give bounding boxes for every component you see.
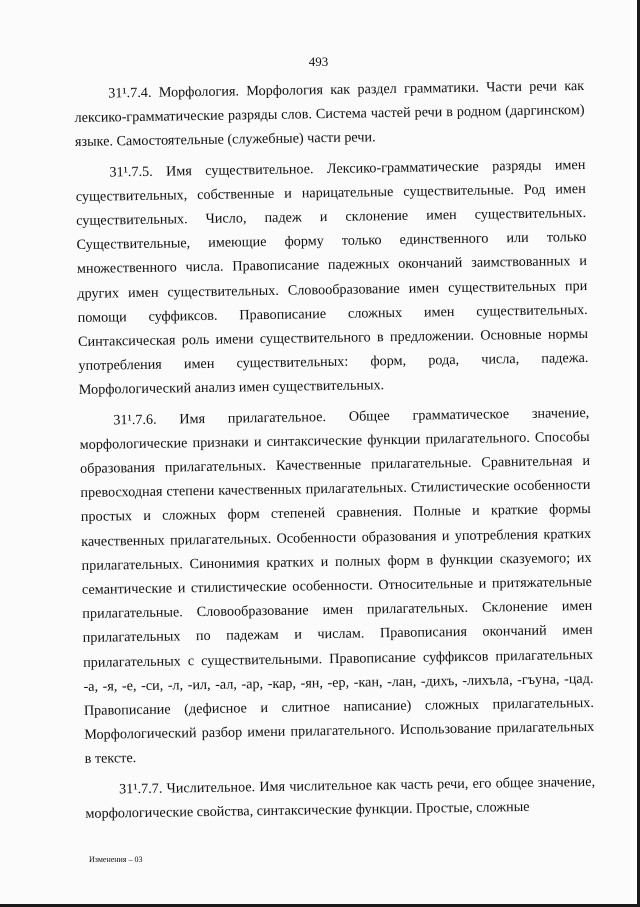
revision-footer: Изменения – 03 — [89, 855, 143, 864]
paragraph-morphology: 31¹.7.4. Морфология. Морфология как раздел грамматики. Части речи как лексико-грамматические разряды слов. Система частей речи в родном (даргинском) языке. Самостоятельные (служебные) части речи. — [74, 77, 585, 151]
paragraph-adjective: 31¹.7.6. Имя прилагательное. Общее грамматическое значение, морфологические признаки и синтаксические функции прилагательного. Способы образования прилагательных. Качественные прилагательные. Сравнительная и превосходная степени качественных прилагательных. Стилистические особенности простых и сложных форм степеней сравнения. Полные и краткие формы качественных прилагательных. Особенности образования и употребления кратких прилагательных. Синонимия кратких и полных форм в функции сказуемого; их семантические и стилистические особенности. Относительные и притяжательные прилагательные. Словообразование имен прилагательных. Склонение имен прилагательных по падежам и числам. Правописания окончаний имен прилагательных с существительными. Правописание суффиксов прилагательных -а, -я, -е, -си, -л, -ил, -ал, -ар, -кар, -ян, -ер, -кан, -лан, -дихъ, -лихъла, -гъуна, -цад. Правописание (дефисное и слитное написание) сложных прилагательных. Морфологический разбор имени прилагательного. Использование прилагательных в тексте. — [79, 404, 595, 768]
page-content — [74, 74, 596, 832]
paragraph-numeral: 31¹.7.7. Числительное. Имя числительное как часть речи, его общее значение, морфологические свойства, синтаксические функции. Простые, сложные — [85, 773, 596, 822]
page-number: 493 — [308, 54, 329, 69]
paragraph-noun: 31¹.7.5. Имя существительное. Лексико-грамматические разряды имен существительных, собственные и нарицательные существительные. Род имен существительных. Число, падеж и склонение имен существительных. Существительные, имеющие форму только единственного или только множественного числа. Правописание падежных окончаний заимствованных и других имен существительных. Словообразование имен существительных при помощи суффиксов. Правописание сложных имен существительных. Синтаксическая роль имени существительного в предложении. Основные нормы употребления имен существительных: форм, рода, числа, падежа. Морфологический анализ имен существительных. — [75, 156, 589, 399]
